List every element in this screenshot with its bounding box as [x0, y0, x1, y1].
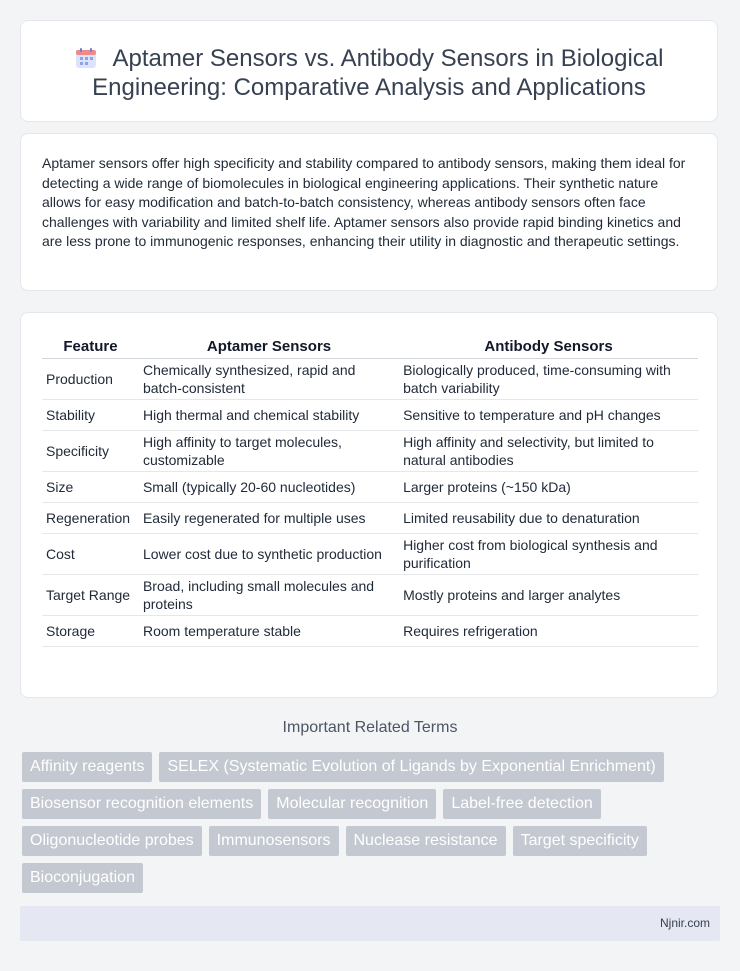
- aptamer-cell: Chemically synthesized, rapid and batch-consistent: [139, 359, 399, 400]
- feature-cell: Storage: [42, 616, 139, 647]
- term-tag[interactable]: Oligonucleotide probes: [22, 826, 202, 856]
- antibody-cell: Larger proteins (~150 kDa): [399, 472, 698, 503]
- antibody-cell: Higher cost from biological synthesis and purification: [399, 534, 698, 575]
- table-header-row: [42, 334, 698, 359]
- feature-cell: Size: [42, 472, 139, 503]
- aptamer-cell: Lower cost due to synthetic production: [139, 534, 399, 575]
- aptamer-cell: Room temperature stable: [139, 616, 399, 647]
- footer-site-link[interactable]: Njnir.com: [659, 916, 710, 930]
- footer: [20, 906, 720, 941]
- table-row: [42, 616, 698, 647]
- header-aptamer: Aptamer Sensors: [139, 334, 399, 359]
- related-terms-heading: Important Related Terms: [282, 719, 458, 736]
- table-row: [42, 431, 698, 472]
- table-row: [42, 400, 698, 431]
- calendar-icon: [75, 47, 97, 69]
- feature-cell: Target Range: [42, 575, 139, 616]
- title-card: [20, 20, 718, 122]
- antibody-cell: Limited reusability due to denaturation: [399, 503, 698, 534]
- antibody-cell: Biologically produced, time-consuming with batch variability: [399, 359, 698, 400]
- feature-cell: Specificity: [42, 431, 139, 472]
- antibody-cell: Mostly proteins and larger analytes: [399, 575, 698, 616]
- term-tag[interactable]: Bioconjugation: [22, 863, 143, 893]
- aptamer-cell: Easily regenerated for multiple uses: [139, 503, 399, 534]
- feature-cell: Regeneration: [42, 503, 139, 534]
- intro-card: [20, 133, 718, 291]
- feature-cell: Cost: [42, 534, 139, 575]
- feature-cell: Production: [42, 359, 139, 400]
- term-tag[interactable]: Molecular recognition: [268, 789, 436, 819]
- intro-paragraph: Aptamer sensors offer high specificity and stability compared to antibody sensors, making them ideal for detecting a wide range of biomolecules in biological engineering applications. Their synthetic nature allows for easy modification and batch-to-batch consistency, whereas antibody sensors often face challenges with variability and limited shelf life. Aptamer sensors also provide rapid binding kinetics and are less prone to immunogenic responses, enhancing their utility in diagnostic and therapeutic settings.: [42, 155, 686, 250]
- page-title-wrap: [21, 44, 717, 102]
- table-row: [42, 503, 698, 534]
- aptamer-cell: Broad, including small molecules and proteins: [139, 575, 399, 616]
- term-tag[interactable]: Label-free detection: [443, 789, 600, 819]
- comparison-table: [42, 334, 698, 647]
- table-row: [42, 575, 698, 616]
- related-terms-list: [22, 752, 722, 900]
- header-antibody: Antibody Sensors: [399, 334, 698, 359]
- term-tag[interactable]: SELEX (Systematic Evolution of Ligands by Exponential Enrichment): [159, 752, 663, 782]
- table-row: [42, 534, 698, 575]
- term-tag[interactable]: Immunosensors: [209, 826, 339, 856]
- antibody-cell: High affinity and selectivity, but limited to natural antibodies: [399, 431, 698, 472]
- header-feature: Feature: [42, 334, 139, 359]
- aptamer-cell: Small (typically 20-60 nucleotides): [139, 472, 399, 503]
- antibody-cell: Requires refrigeration: [399, 616, 698, 647]
- aptamer-cell: High affinity to target molecules, customizable: [139, 431, 399, 472]
- term-tag[interactable]: Affinity reagents: [22, 752, 152, 782]
- feature-cell: Stability: [42, 400, 139, 431]
- antibody-cell: Sensitive to temperature and pH changes: [399, 400, 698, 431]
- term-tag[interactable]: Nuclease resistance: [346, 826, 506, 856]
- table-row: [42, 359, 698, 400]
- table-row: [42, 472, 698, 503]
- comparison-card: [20, 312, 718, 698]
- term-tag[interactable]: Biosensor recognition elements: [22, 789, 261, 819]
- page-title: Aptamer Sensors vs. Antibody Sensors in Biological Engineering: Comparative Analysis and Applications: [92, 45, 664, 101]
- aptamer-cell: High thermal and chemical stability: [139, 400, 399, 431]
- term-tag[interactable]: Target specificity: [513, 826, 647, 856]
